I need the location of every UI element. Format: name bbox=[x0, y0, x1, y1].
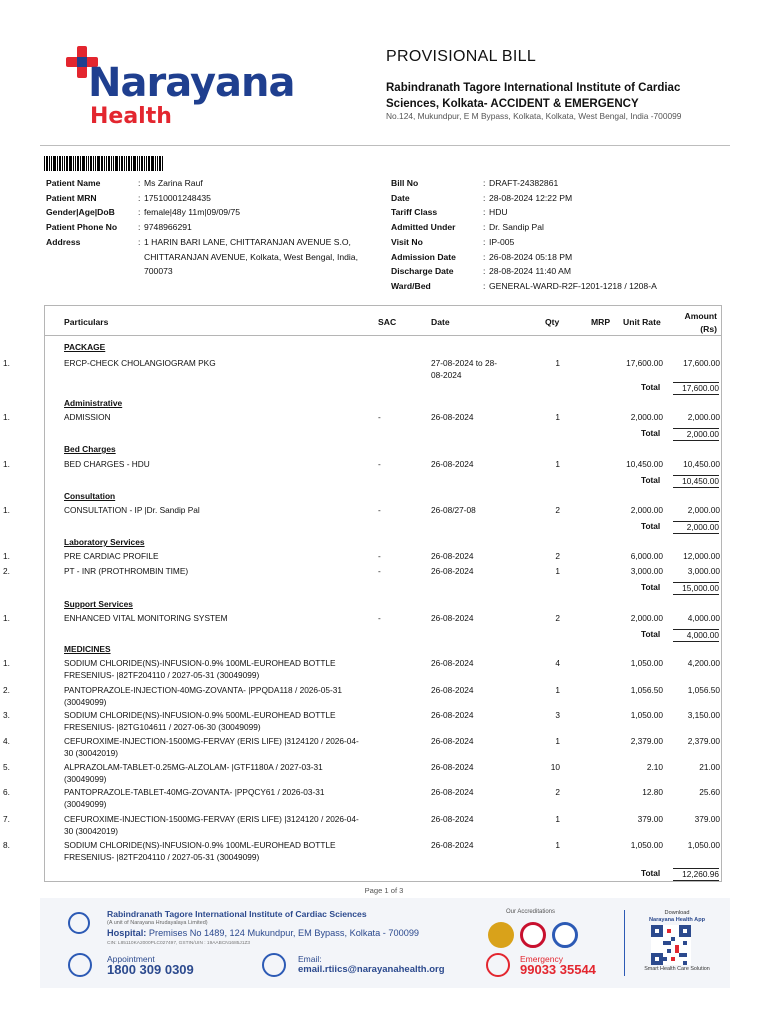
item-qty: 1 bbox=[555, 840, 560, 850]
emergency-number[interactable]: 99033 35544 bbox=[520, 962, 596, 977]
item-amount: 1,050.00 bbox=[687, 840, 720, 850]
bill-info bbox=[391, 176, 723, 294]
info-row bbox=[46, 191, 373, 206]
info-row bbox=[391, 235, 723, 250]
item-sac: - bbox=[378, 459, 381, 469]
item-amount: 2,000.00 bbox=[687, 412, 720, 422]
item-description: PT - INR (PROTHROMBIN TIME) bbox=[64, 566, 189, 576]
info-value: : DRAFT-24382861 bbox=[483, 178, 559, 188]
item-unit-rate: 379.00 bbox=[637, 814, 663, 824]
item-unit-rate: 2,000.00 bbox=[630, 505, 663, 515]
item-amount: 12,000.00 bbox=[683, 551, 720, 561]
info-value: : 26-08-2024 05:18 PM bbox=[483, 251, 573, 262]
section-title: Administrative bbox=[64, 398, 123, 408]
info-row bbox=[391, 176, 723, 191]
item-amount: 1,056.50 bbox=[687, 685, 720, 695]
item-number: 2. bbox=[3, 566, 10, 576]
item-qty: 1 bbox=[555, 459, 560, 469]
item-amount: 3,000.00 bbox=[687, 566, 720, 576]
info-value: : HDU bbox=[483, 207, 508, 218]
info-value: : 9748966291 bbox=[138, 222, 192, 233]
email-address[interactable]: email.rtiics@narayanahealth.org bbox=[298, 964, 445, 975]
barcode bbox=[44, 156, 164, 171]
item-description: PANTOPRAZOLE-TABLET-40MG-ZOVANTA- |PPQCY61 / 2026-03-31 (30049099) bbox=[64, 787, 325, 809]
item-date: 26-08-2024 bbox=[431, 566, 474, 576]
patient-info bbox=[46, 176, 373, 279]
item-description: ADMISSION bbox=[64, 412, 111, 422]
item-amount: 21.00 bbox=[699, 762, 720, 772]
total-label: Total bbox=[641, 629, 661, 639]
smart-health-label: Smart Health Care Solution bbox=[644, 966, 710, 972]
item-date: 27-08-2024 to 28-08-2024 bbox=[431, 358, 497, 380]
email-icon bbox=[262, 953, 286, 977]
footer-hospital-address: Hospital: Premises No 1489, 124 Mukundpur, EM Bypass, Kolkata - 700099 bbox=[107, 928, 420, 938]
item-number: 1. bbox=[3, 459, 10, 469]
bill-table-header bbox=[45, 306, 721, 336]
header-amount: Amount (Rs) bbox=[684, 311, 717, 334]
item-date: 26-08-2024 bbox=[431, 613, 474, 623]
item-number: 1. bbox=[3, 613, 10, 623]
item-qty: 2 bbox=[555, 551, 560, 561]
info-value: : IP-005 bbox=[483, 236, 515, 247]
appointment-label: Appointment bbox=[107, 954, 155, 964]
info-row bbox=[391, 279, 723, 294]
total-value: 10,450.00 bbox=[673, 475, 719, 488]
info-label: Patient Phone No bbox=[46, 222, 118, 233]
item-unit-rate: 2,000.00 bbox=[630, 412, 663, 422]
item-qty: 10 bbox=[550, 762, 560, 772]
accreditation-badge-icon bbox=[552, 922, 578, 948]
hospital-name: Rabindranath Tagore International Institute of Cardiac Sciences, Kolkata- ACCIDENT & EMERGENCY bbox=[386, 82, 681, 110]
item-amount: 3,150.00 bbox=[687, 710, 720, 720]
header-unit-rate: Unit Rate bbox=[623, 317, 661, 327]
logo-name: Narayana bbox=[88, 60, 295, 106]
info-label: Discharge Date bbox=[391, 266, 454, 277]
item-qty: 1 bbox=[555, 358, 560, 368]
item-description: CEFUROXIME-INJECTION-1500MG-FERVAY (ERIS LIFE) |3124120 / 2026-04-30 (30042019) bbox=[64, 736, 359, 758]
accreditation-badge-icon bbox=[520, 922, 546, 948]
info-row bbox=[391, 205, 723, 220]
item-number: 1. bbox=[3, 505, 10, 515]
footer-cin: CIN: L85110KA2000PLC027497, GSTIN/UIN : 19AABCN1685J1Z3 bbox=[107, 941, 251, 946]
item-number: 1. bbox=[3, 658, 10, 668]
info-label: Patient Name bbox=[46, 178, 101, 188]
narayana-health-logo bbox=[40, 40, 300, 130]
item-qty: 2 bbox=[555, 613, 560, 623]
info-value: : 17510001248435 bbox=[138, 192, 211, 203]
download-app-label: Download Narayana Health App bbox=[648, 910, 706, 923]
item-amount: 2,000.00 bbox=[687, 505, 720, 515]
total-label: Total bbox=[641, 868, 661, 878]
item-description: PRE CARDIAC PROFILE bbox=[64, 551, 159, 561]
section-title: Consultation bbox=[64, 491, 116, 501]
total-label: Total bbox=[641, 382, 661, 392]
item-date: 26-08-2024 bbox=[431, 658, 474, 668]
info-value: : female|48y 11m|09/09/75 bbox=[138, 207, 241, 218]
info-label: Address bbox=[46, 236, 81, 247]
info-value: : GENERAL-WARD-R2F-1201-1218 / 1208-A bbox=[483, 280, 657, 291]
item-qty: 1 bbox=[555, 736, 560, 746]
info-value: : Dr. Sandip Pal bbox=[483, 222, 544, 233]
item-amount: 2,379.00 bbox=[687, 736, 720, 746]
info-label: Admitted Under bbox=[391, 222, 456, 233]
header-mrp: MRP bbox=[591, 317, 611, 327]
section-title: MEDICINES bbox=[64, 644, 111, 654]
location-icon bbox=[68, 912, 90, 934]
item-amount: 4,200.00 bbox=[687, 658, 720, 668]
footer-banner bbox=[40, 898, 730, 988]
emergency-label: Emergency bbox=[520, 954, 563, 964]
item-unit-rate: 17,600.00 bbox=[626, 358, 663, 368]
item-qty: 2 bbox=[555, 505, 560, 515]
info-label: Admission Date bbox=[391, 251, 456, 262]
item-date: 26-08/27-08 bbox=[431, 505, 476, 515]
item-number: 1. bbox=[3, 358, 10, 368]
item-description: SODIUM CHLORIDE(NS)-INFUSION-0.9% 100ML-EUROHEAD BOTTLE FRESENIUS- |82TF204110 / 2027-05-31 (30049099) bbox=[64, 840, 336, 862]
item-number: 1. bbox=[3, 551, 10, 561]
item-unit-rate: 1,050.00 bbox=[630, 840, 663, 850]
email-label: Email: bbox=[298, 954, 322, 964]
item-number: 6. bbox=[3, 787, 10, 797]
total-label: Total bbox=[641, 475, 661, 485]
accreditations-label: Our Accreditations bbox=[506, 909, 556, 915]
footer-hospital-title: Rabindranath Tagore International Institute of Cardiac Sciences bbox=[107, 909, 367, 919]
item-number: 5. bbox=[3, 762, 10, 772]
item-sac: - bbox=[378, 613, 381, 623]
item-amount: 379.00 bbox=[694, 814, 720, 824]
item-unit-rate: 2,379.00 bbox=[630, 736, 663, 746]
info-label: Tariff Class bbox=[391, 207, 438, 218]
total-label: Total bbox=[641, 428, 661, 438]
info-value: : 28-08-2024 11:40 AM bbox=[483, 266, 572, 277]
item-unit-rate: 1,050.00 bbox=[630, 658, 663, 668]
footer-divider bbox=[624, 910, 625, 976]
hospital-address: No.124, Mukundpur, E M Bypass, Kolkata, Kolkata, West Bengal, India -700099 bbox=[386, 111, 682, 121]
item-amount: 25.60 bbox=[699, 787, 720, 797]
info-row bbox=[46, 220, 373, 235]
item-amount: 17,600.00 bbox=[683, 358, 720, 368]
info-row bbox=[46, 205, 373, 220]
phone-icon bbox=[68, 953, 92, 977]
info-row bbox=[46, 235, 373, 279]
info-value: : 28-08-2024 12:22 PM bbox=[483, 192, 573, 203]
item-amount: 4,000.00 bbox=[687, 613, 720, 623]
info-label: Visit No bbox=[391, 236, 423, 247]
header-date: Date bbox=[431, 317, 450, 327]
item-unit-rate: 12.80 bbox=[642, 787, 663, 797]
item-description: PANTOPRAZOLE-INJECTION-40MG-ZOVANTA- |PPQDA118 / 2026-05-31 (30049099) bbox=[64, 685, 343, 707]
item-date: 26-08-2024 bbox=[431, 459, 474, 469]
total-value: 15,000.00 bbox=[673, 582, 719, 595]
info-label: Gender|Age|DoB bbox=[46, 207, 115, 218]
item-description: ERCP-CHECK CHOLANGIOGRAM PKG bbox=[64, 358, 216, 368]
item-number: 7. bbox=[3, 814, 10, 824]
item-unit-rate: 1,050.00 bbox=[630, 710, 663, 720]
item-unit-rate: 2,000.00 bbox=[630, 613, 663, 623]
item-description: ALPRAZOLAM-TABLET-0.25MG-ALZOLAM- |GTF1180A / 2027-03-31 (30049099) bbox=[64, 762, 323, 784]
total-label: Total bbox=[641, 521, 661, 531]
header-qty: Qty bbox=[545, 317, 560, 327]
item-date: 26-08-2024 bbox=[431, 685, 474, 695]
info-label: Date bbox=[391, 192, 410, 203]
item-unit-rate: 2.10 bbox=[646, 762, 663, 772]
logo-health: Health bbox=[90, 104, 172, 129]
total-label: Total bbox=[641, 582, 661, 592]
page-number: Page 1 of 3 bbox=[364, 886, 404, 895]
item-description: CONSULTATION - IP |Dr. Sandip Pal bbox=[64, 505, 200, 515]
item-unit-rate: 3,000.00 bbox=[630, 566, 663, 576]
item-description: BED CHARGES - HDU bbox=[64, 459, 150, 469]
item-qty: 3 bbox=[555, 710, 560, 720]
info-row bbox=[391, 220, 723, 235]
section-title: PACKAGE bbox=[64, 342, 106, 352]
bill-table bbox=[3, 305, 722, 882]
item-date: 26-08-2024 bbox=[431, 710, 474, 720]
info-label: Bill No bbox=[391, 178, 419, 188]
accreditation-badge-icon bbox=[488, 922, 514, 948]
total-value: 2,000.00 bbox=[673, 428, 719, 441]
info-value: : Ms Zarina Rauf bbox=[138, 178, 203, 188]
info-label: Patient MRN bbox=[46, 192, 97, 203]
item-description: CEFUROXIME-INJECTION-1500MG-FERVAY (ERIS LIFE) |3124120 / 2026-04-30 (30042019) bbox=[64, 814, 359, 836]
item-number: 4. bbox=[3, 736, 10, 746]
item-unit-rate: 10,450.00 bbox=[626, 459, 663, 469]
item-qty: 1 bbox=[555, 685, 560, 695]
item-sac: - bbox=[378, 505, 381, 515]
item-description: ENHANCED VITAL MONITORING SYSTEM bbox=[64, 613, 228, 623]
item-description: SODIUM CHLORIDE(NS)-INFUSION-0.9% 100ML-EUROHEAD BOTTLE FRESENIUS- |82TF204110 / 2027-05-31 (30049099) bbox=[64, 658, 336, 680]
document-title: PROVISIONAL BILL bbox=[386, 48, 537, 65]
item-number: 3. bbox=[3, 710, 10, 720]
item-date: 26-08-2024 bbox=[431, 736, 474, 746]
footer-unit: (A unit of Narayana Hrudayalaya Limited) bbox=[107, 920, 208, 926]
info-label: Ward/Bed bbox=[391, 280, 431, 291]
qr-code-icon[interactable] bbox=[651, 925, 691, 965]
item-qty: 1 bbox=[555, 814, 560, 824]
section-title: Bed Charges bbox=[64, 444, 116, 454]
total-value: 2,000.00 bbox=[673, 521, 719, 534]
section-title: Laboratory Services bbox=[64, 537, 145, 547]
item-description: SODIUM CHLORIDE(NS)-INFUSION-0.9% 500ML-EUROHEAD BOTTLE FRESENIUS- |82TG104611 / 2027-06-30 (30049099) bbox=[64, 710, 336, 732]
emergency-phone-icon bbox=[486, 953, 510, 977]
header-divider bbox=[40, 145, 730, 146]
appointment-number[interactable]: 1800 309 0309 bbox=[107, 962, 194, 977]
item-amount: 10,450.00 bbox=[683, 459, 720, 469]
item-number: 2. bbox=[3, 685, 10, 695]
item-date: 26-08-2024 bbox=[431, 412, 474, 422]
item-number: 8. bbox=[3, 840, 10, 850]
item-qty: 1 bbox=[555, 412, 560, 422]
section-title: Support Services bbox=[64, 599, 133, 609]
info-row bbox=[391, 250, 723, 265]
item-qty: 4 bbox=[555, 658, 560, 668]
item-qty: 2 bbox=[555, 787, 560, 797]
total-value: 12,260.96 bbox=[673, 868, 719, 881]
item-number: 1. bbox=[3, 412, 10, 422]
item-date: 26-08-2024 bbox=[431, 840, 474, 850]
item-qty: 1 bbox=[555, 566, 560, 576]
item-sac: - bbox=[378, 566, 381, 576]
item-date: 26-08-2024 bbox=[431, 787, 474, 797]
item-unit-rate: 1,056.50 bbox=[630, 685, 663, 695]
item-sac: - bbox=[378, 412, 381, 422]
header-particulars: Particulars bbox=[64, 317, 109, 327]
item-date: 26-08-2024 bbox=[431, 762, 474, 772]
info-row bbox=[391, 191, 723, 206]
info-row bbox=[46, 176, 373, 191]
item-date: 26-08-2024 bbox=[431, 814, 474, 824]
info-row bbox=[391, 264, 723, 279]
total-value: 4,000.00 bbox=[673, 629, 719, 642]
item-unit-rate: 6,000.00 bbox=[630, 551, 663, 561]
total-value: 17,600.00 bbox=[673, 382, 719, 395]
item-sac: - bbox=[378, 551, 381, 561]
info-value: : 1 HARIN BARI LANE, CHITTARANJAN AVENUE S.O, CHITTARANJAN AVENUE, Kolkata, West Bengal, India, 700073 bbox=[138, 236, 358, 277]
item-date: 26-08-2024 bbox=[431, 551, 474, 561]
header-sac: SAC bbox=[378, 317, 397, 327]
